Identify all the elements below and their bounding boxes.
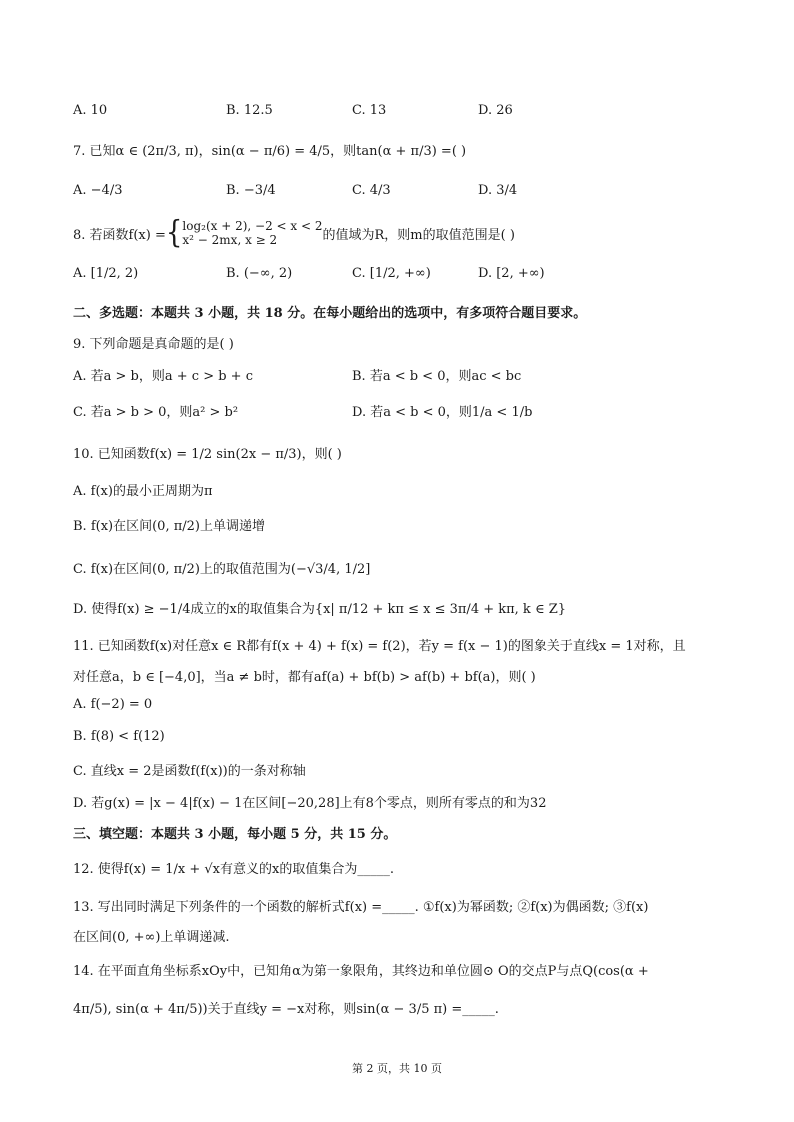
q8-piecewise [182, 219, 322, 247]
q8-option-c: C. [1/2, +∞) [352, 266, 431, 281]
section-3-header: 三、填空题：本题共 3 小题，每小题 5 分，共 15 分。 [73, 827, 397, 842]
q7-stem: 7. 已知α ∈ (2π/3, π)，sin(α − π/6) = 4/5，则tan(α + π/3) =( ) [73, 144, 467, 159]
q14-stem-line-2: 4π/5), sin(α + 4π/5))关于直线y = −x对称，则sin(α − 3/5 π) =_____. [73, 1002, 499, 1017]
q7-option-a: A. −4/3 [73, 183, 123, 198]
q11-option-b: B. f(8) < f(12) [73, 729, 165, 744]
q7-option-b: B. −3/4 [226, 183, 276, 198]
q7-option-c: C. 4/3 [352, 183, 391, 198]
q11-option-a: A. f(−2) = 0 [73, 697, 153, 712]
q8-stem-suffix: 的值域为R，则m的取值范围是( ) [322, 227, 515, 243]
left-brace-icon: { [165, 215, 183, 251]
q14-stem-line-1: 14. 在平面直角坐标系xOy中，已知角α为第一象限角，其终边和单位圆⊙ O的交点P与点Q(cos(α + [73, 964, 649, 979]
q6-option-b: B. 12.5 [226, 103, 273, 118]
q9-stem: 9. 下列命题是真命题的是( ) [73, 337, 234, 352]
q13-stem-line-1: 13. 写出同时满足下列条件的一个函数的解析式f(x) =_____. ①f(x)为幂函数; ②f(x)为偶函数; ③f(x) [73, 900, 649, 915]
q10-option-c: C. f(x)在区间(0, π/2)上的取值范围为(−√3/4, 1/2] [73, 562, 371, 577]
q9-option-d: D. 若a < b < 0，则1/a < 1/b [352, 405, 533, 420]
q8-option-b: B. (−∞, 2) [226, 266, 293, 281]
q6-option-d: D. 26 [478, 103, 513, 118]
q13-stem-line-2: 在区间(0, +∞)上单调递减. [73, 930, 230, 945]
page-footer: 第 2 页，共 10 页 [352, 1062, 442, 1075]
q8-stem-prefix: 8. 若函数f(x) = [73, 227, 166, 243]
q10-option-b: B. f(x)在区间(0, π/2)上单调递增 [73, 519, 265, 534]
q8-option-a: A. [1/2, 2) [73, 266, 139, 281]
q8-case-2: x² − 2mx, x ≥ 2 [182, 233, 278, 247]
q6-option-c: C. 13 [352, 103, 387, 118]
q10-option-d: D. 使得f(x) ≥ −1/4成立的x的取值集合为{x| π/12 + kπ ≤ x ≤ 3π/4 + kπ, k ∈ Z} [73, 602, 566, 617]
q11-stem-line-2: 对任意a，b ∈ [−4,0]，当a ≠ b时，都有af(a) + bf(b) > af(b) + bf(a)，则( ) [73, 670, 536, 685]
q8-case-1: log₂(x + 2), −2 < x < 2 [182, 219, 323, 233]
q7-option-d: D. 3/4 [478, 183, 518, 198]
q9-option-c: C. 若a > b > 0，则a² > b² [73, 405, 239, 420]
q12-stem: 12. 使得f(x) = 1/x + √x有意义的x的取值集合为_____. [73, 862, 394, 877]
q9-option-b: B. 若a < b < 0，则ac < bc [352, 369, 522, 384]
section-2-header: 二、多选题：本题共 3 小题，共 18 分。在每小题给出的选项中，有多项符合题目要求。 [73, 306, 587, 321]
q8-stem [73, 215, 724, 251]
q9-option-a: A. 若a > b，则a + c > b + c [73, 369, 253, 384]
q10-stem: 10. 已知函数f(x) = 1/2 sin(2x − π/3)，则( ) [73, 447, 342, 462]
q11-option-c: C. 直线x = 2是函数f(f(x))的一条对称轴 [73, 764, 306, 779]
q8-option-d: D. [2, +∞) [478, 266, 545, 281]
q11-option-d: D. 若g(x) = |x − 4|f(x) − 1在区间[−20,28]上有8个零点，则所有零点的和为32 [73, 796, 547, 811]
q6-option-a: A. 10 [73, 103, 108, 118]
q11-stem-line-1: 11. 已知函数f(x)对任意x ∈ R都有f(x + 4) + f(x) = f(2)，若y = f(x − 1)的图象关于直线x = 1对称，且 [73, 639, 686, 654]
q10-option-a: A. f(x)的最小正周期为π [73, 484, 213, 499]
